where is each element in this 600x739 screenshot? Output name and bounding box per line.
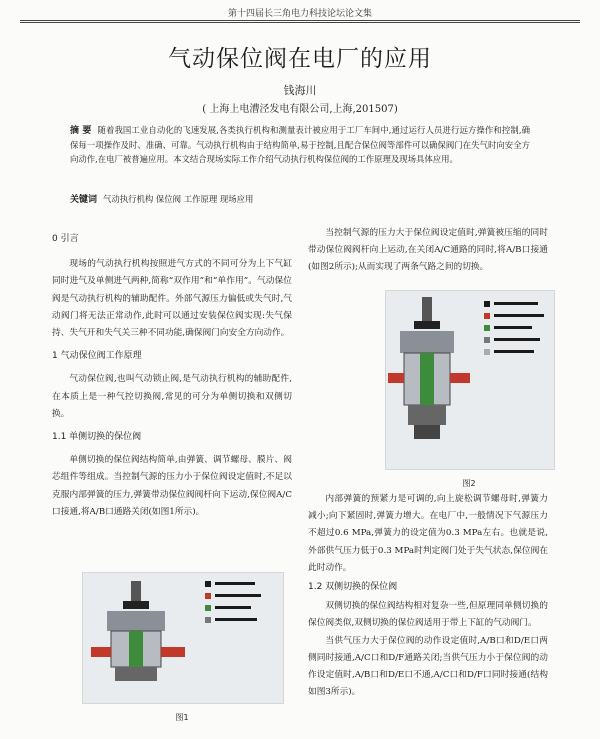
left-column xyxy=(52,228,292,521)
keywords-label: 关键词 xyxy=(70,195,98,205)
right-paragraph-1: 当控制气源的压力大于保位阀设定值时,弹簧被压缩的同时带动保位阀阀杆向上运动,在关闭A/C通路的同时,将A/B口接通(如图2所示);从而实现了两条气路之间的切换。 xyxy=(308,228,548,273)
section-1-heading: 1 气动保位阀工作原理 xyxy=(52,351,142,362)
section-1-2-heading: 1.2 双侧切换的保位阀 xyxy=(308,582,398,593)
figure-1-image xyxy=(82,572,284,704)
figure-1-caption: 图1 xyxy=(175,713,189,722)
header-rule xyxy=(20,20,580,21)
right-paragraph-2: 内部弹簧的预紧力是可调的,向上旋松调节螺母时,弹簧力减小;向下紧固时,弹簧力增大。在电厂中,一般情况下气源压力不超过0.6 MPa,弹簧力的设定值为0.3 MPa左右。也就是说,外部供气压力低于0.3 MPa时判定阀门处于失气状态,保位阀在此时动作。 xyxy=(308,494,548,573)
keywords-text: 气动执行机构 保位阀 工作原理 现场应用 xyxy=(103,194,254,204)
section-1-1-heading: 1.1 单侧切换的保位阀 xyxy=(52,432,142,443)
section-1-2-paragraph-2: 当供气压力大于保位阀的动作设定值时,A/B口和D/E口两侧同时接通,A/C口和D/F通路关闭;当供气压力小于保位阀的动作设定值时,A/B口和D/E口不通,A/C口和D/F口同时接通(结构如图3所示)。 xyxy=(308,635,548,698)
section-1-1-paragraph: 单侧切换的保位阀结构简单,由弹簧、调节螺母、膜片、阀芯组件等组成。当控制气源的压力小于保位阀设定值时,不足以克服内部弹簧的压力,弹簧带动保位阀阀杆向下运动,保位阀A/C口接通,将A/B口通路关闭(如图1所示)。 xyxy=(52,455,292,517)
right-column-top xyxy=(308,225,548,277)
running-header: 第十四届长三角电力科技论坛论文集 xyxy=(227,9,372,19)
keywords xyxy=(70,192,530,205)
right-column-bottom xyxy=(308,491,548,701)
section-0-paragraph: 现场的气动执行机构按照进气方式的不同可分为上下气缸同时进气及单侧进气两种,简称“双作用”和“单作用”。气动保位阀是气动执行机构的辅助配件。外部气源压力偏低或失气时,气动阀门将无法正常动作,此时可以通过安装保位阀实现:失气保持、失气开和失气关三种不同功能,确保阀门向安全方向动作。 xyxy=(52,259,292,339)
section-1-paragraph: 气动保位阀,也叫气动锁止阀,是气动执行机构的辅助配件,在本质上是一种气控切换阀,常见的可分为单侧切换和双侧切换。 xyxy=(52,374,292,419)
abstract-text: 随着我国工业自动化的飞速发展,各类执行机构和测量表计被应用于工厂车间中,通过运行人员进行远方操作和控制,确保每一项操作及时、准确、可靠。气动执行机构由于结构简单,易于控制,且配合保位阀等部件可以确保阀门在失气时向安全方向动作,在电厂被普遍应用。本文结合现场实际工作介绍气动执行机构保位阀的工作原理及现场具体应用。 xyxy=(70,125,530,165)
author: 钱海川 xyxy=(283,84,317,97)
affiliation: ( 上海上电漕泾发电有限公司,上海,201507) xyxy=(202,104,398,115)
abstract-label: 摘 要 xyxy=(70,126,92,136)
section-0-heading: 0 引言 xyxy=(52,234,79,244)
section-1-2-paragraph-1: 双侧切换的保位阀结构相对复杂一些,但原理同单侧切换的保位阀类似,双侧切换的保位阀适用于带上下缸的气动阀门。 xyxy=(308,601,548,629)
header-rule-2 xyxy=(20,22,580,23)
figure-2-valve-drawing xyxy=(386,291,554,469)
abstract xyxy=(70,123,530,166)
figure-2-image xyxy=(385,290,555,470)
figure-2-caption: 图2 xyxy=(462,479,476,488)
figure-1-valve-drawing xyxy=(83,573,283,703)
paper-title: 气动保位阀在电厂的应用 xyxy=(168,46,432,72)
